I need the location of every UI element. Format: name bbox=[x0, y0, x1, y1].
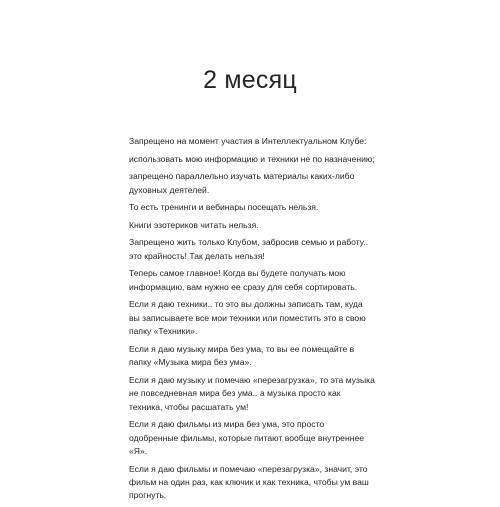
paragraph-1: Запрещено на момент участия в Интеллектуальном Клубе: bbox=[129, 136, 367, 146]
paragraph-10: Если я даю музыку и помечаю «перезагрузка», то эта музыка не повседневная мира без ума.. а музыка просто как техника, чтобы расшатать ум! bbox=[129, 374, 375, 412]
paragraph-9: Если я даю музыку мира без ума, то вы ее помещайте в папку «Музыка мира без ума». bbox=[129, 343, 355, 368]
chapter-title: 2 месяц bbox=[203, 66, 297, 94]
paragraph-7: Теперь самое главное! Когда вы будете получать мою информацию, вам нужно ее сразу для себя сортировать. bbox=[129, 268, 358, 292]
paragraph-8: Если я даю техники.. то это вы должны записать там, куда вы записываете все мои техники или поместить это в свою папку «Техники». bbox=[129, 299, 366, 337]
paragraph-4: То есть тренинги и вебинары посещать нельзя. bbox=[129, 202, 319, 213]
paragraph-6: Запрещено жить только Клубом, забросив семью и работу.. это крайность! Так делать нельзя! bbox=[129, 237, 368, 261]
body-text bbox=[129, 135, 375, 507]
paragraph-5: Книги эзотериков читать нельзя. bbox=[129, 219, 259, 230]
paragraph-11: Если я даю фильмы из мира без ума, это просто одобренные фильмы, которые питают вообще внутреннее «Я». bbox=[129, 419, 365, 456]
paragraph-3: запрещено параллельно изучать материалы каких-либо духовных деятелей. bbox=[129, 171, 355, 195]
paragraph-12: Если я даю фильмы и помечаю «перезагрузка», значит, это фильм на один раз, как ключик и как техника, чтобы ум ваш прогнуть. bbox=[129, 463, 369, 501]
paragraph-2: использовать мою информацию и техники не по назначению; bbox=[129, 153, 375, 164]
